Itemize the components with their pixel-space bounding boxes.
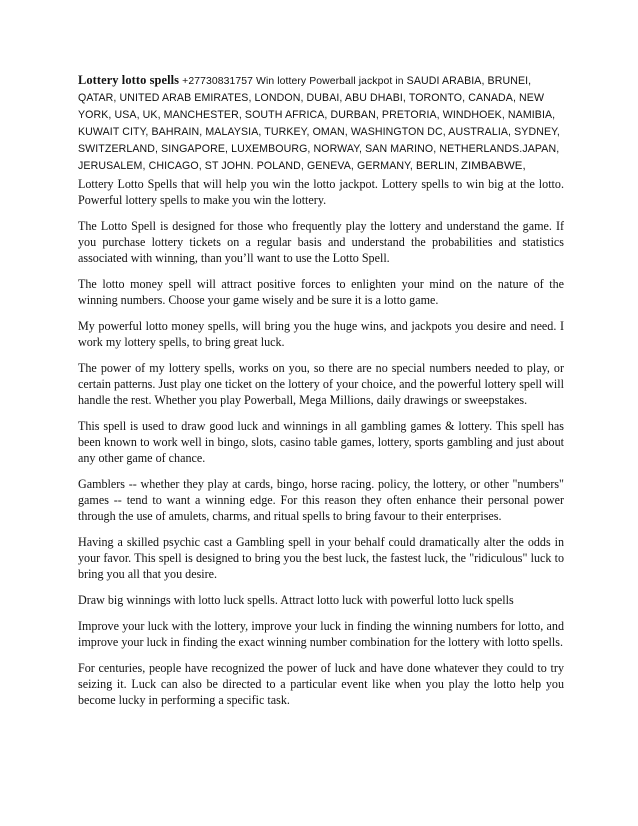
paragraph: The lotto money spell will attract positive forces to enlighten your mind on the nature of the winning numbers. Choose your game wisely and be sure it is a lotto game. [78, 277, 564, 307]
document-body [78, 176, 564, 718]
paragraph: My powerful lotto money spells, will bring you the huge wins, and jackpots you desire and need. I work my lottery spells, to bring great luck. [78, 319, 564, 349]
paragraph: Having a skilled psychic cast a Gambling spell in your behalf could dramatically alter the odds in your favor. This spell is designed to bring you the best luck, the fastest luck, the "ridiculous" luck to bring you all that you desire. [78, 535, 564, 581]
paragraph: Improve your luck with the lottery, improve your luck in finding the winning numbers for lotto, and improve your luck in finding the exact winning number combination for the lottery with lotto spells. [78, 619, 564, 649]
paragraph: The Lotto Spell is designed for those who frequently play the lottery and understand the game. If you purchase lottery tickets on a regular basis and understand the probabilities and statistics associated with winning, than you’ll want to use the Lotto Spell. [78, 219, 564, 265]
win-text: Win lottery Powerball jackpot in [256, 76, 404, 87]
paragraph: Lottery Lotto Spells that will help you win the lotto jackpot. Lottery spells to win big at the lotto. Powerful lottery spells to make you win the lottery. [78, 177, 564, 207]
document-header [78, 72, 562, 175]
paragraph: This spell is used to draw good luck and winnings in all gambling games & lottery. This spell has been known to work well in bingo, slots, casino table games, lottery, sports gambling and just about any other game of chance. [78, 419, 564, 465]
paragraph: The power of my lottery spells, works on you, so there are no special numbers needed to play, or certain patterns. Just play one ticket on the lottery of your choice, and the powerful lottery spell will handle the rest. Whether you play Powerball, Mega Millions, daily drawings or sweepstakes. [78, 361, 564, 407]
phone-number: +27730831757 [182, 76, 253, 87]
last-location: ZIMBABWE, [460, 160, 526, 172]
paragraph: For centuries, people have recognized the power of luck and have done whatever they could to try seizing it. Luck can also be directed to a particular event like when you play the lotto help you become lucky in performing a specific task. [78, 661, 564, 707]
document-title: Lottery lotto spells [78, 73, 180, 87]
paragraph: Gamblers -- whether they play at cards, bingo, horse racing. policy, the lottery, or other "numbers" games -- tend to want a winning edge. For this reason they often enhance their personal power through the use of amulets, charms, and ritual spells to bring favour to their enterprises. [78, 477, 564, 523]
locations-list: SAUDI ARABIA, BRUNEI, QATAR, UNITED ARAB EMIRATES, LONDON, DUBAI, ABU DHABI, TORONTO, CANADA, NEW YORK, USA, UK, MANCHESTER, SOUTH AFRICA, DURBAN, PRETORIA, WINDHOEK, NAMIBIA, KUWAIT CITY, BAHRAIN, MALAYSIA, TURKEY, OMAN, WASHINGTON DC, AUSTRALIA, SYDNEY, SWITZERLAND, SINGAPORE, LUXEMBOURG, NORWAY, SAN MARINO, NETHERLANDS.JAPAN, JERUSALEM, CHICAGO, ST JOHN. POLAND, GENEVA, GERMANY, BERLIN, [78, 75, 560, 172]
paragraph: Draw big winnings with lotto luck spells. Attract lotto luck with powerful lotto luck spells [78, 593, 514, 607]
